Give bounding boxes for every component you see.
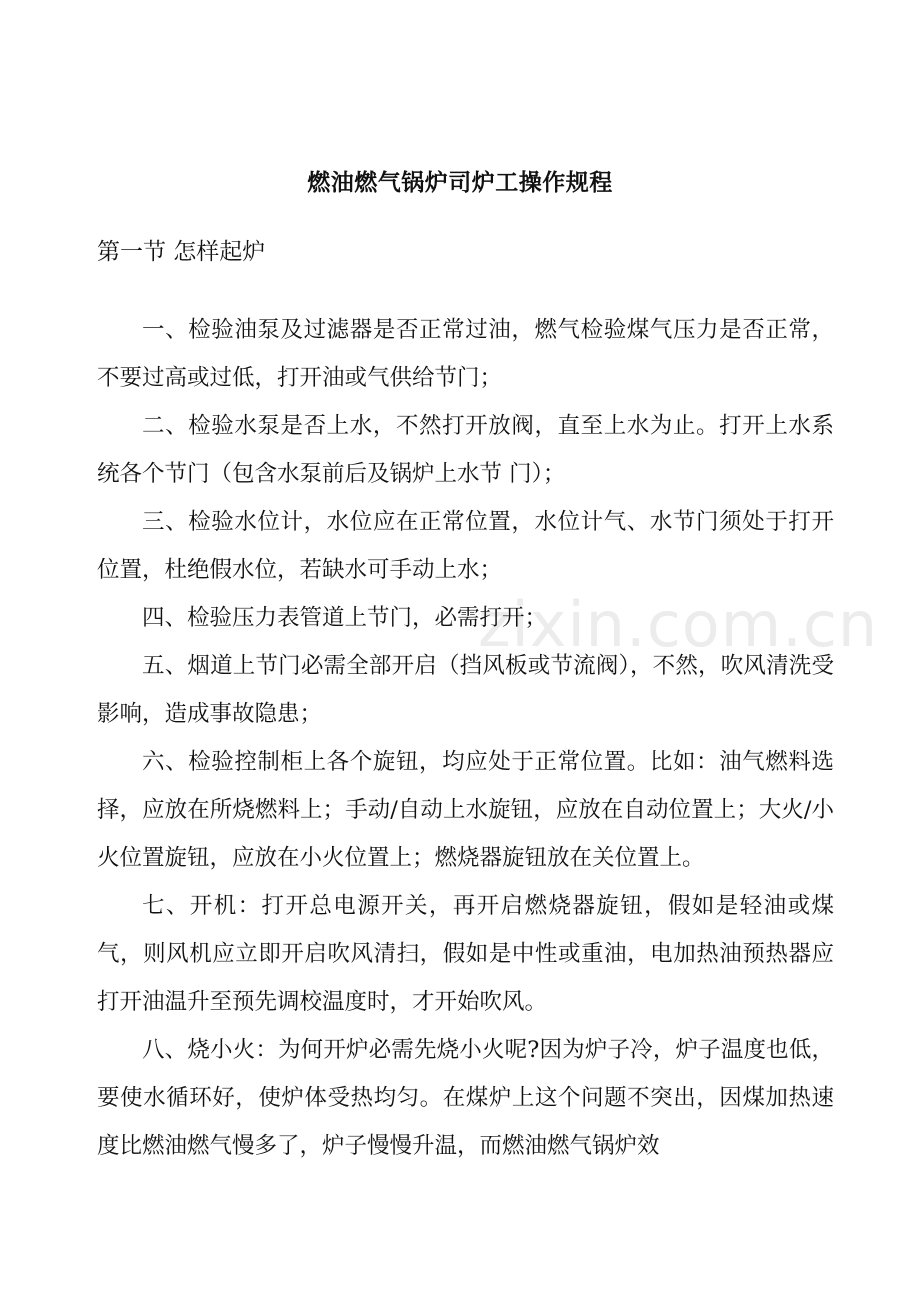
paragraph-8: 八、烧小火：为何开炉必需先烧小火呢?因为炉子冷，炉子温度也低，要使水循环好，使炉体受热均匀。在煤炉上这个问题不突出，因煤加热速度比燃油燃气慢多了，炉子慢慢升温，而燃油燃气锅炉效 <box>97 1037 834 1159</box>
section-heading: 第一节 怎样起炉 <box>97 239 266 265</box>
document-body <box>97 306 834 1170</box>
paragraph-5: 五、烟道上节门必需全部开启（挡风板或节流阀），不然，吹风清洗受影响，造成事故隐患； <box>97 653 834 727</box>
document-title: 燃油燃气锅炉司炉工操作规程 <box>307 169 613 196</box>
watermark: zixin.com.cn <box>478 588 879 661</box>
paragraph-7: 七、开机：打开总电源开关，再开启燃烧器旋钮，假如是轻油或煤气，则风机应立即开启吹风清扫，假如是中性或重油，电加热油预热器应打开油温升至预先调校温度时，才开始吹风。 <box>97 893 834 1015</box>
paragraph-1: 一、检验油泵及过滤器是否正常过油，燃气检验煤气压力是否正常，不要过高或过低，打开油或气供给节门； <box>97 317 834 391</box>
paragraph-4: 四、检验压力表管道上节门，必需打开； <box>142 605 548 631</box>
paragraph-6: 六、检验控制柜上各个旋钮，均应处于正常位置。比如：油气燃料选择，应放在所烧燃料上；手动/自动上水旋钮，应放在自动位置上；大火/小火位置旋钮，应放在小火位置上；燃烧器旋钮放在关位置上。 <box>97 749 834 871</box>
paragraph-2: 二、检验水泵是否上水，不然打开放阀，直至上水为止。打开上水系统各个节门（包含水泵前后及锅炉上水节 门）； <box>97 413 834 487</box>
paragraph-3: 三、检验水位计，水位应在正常位置，水位计气、水节门须处于打开位置，杜绝假水位，若缺水可手动上水； <box>97 509 834 583</box>
